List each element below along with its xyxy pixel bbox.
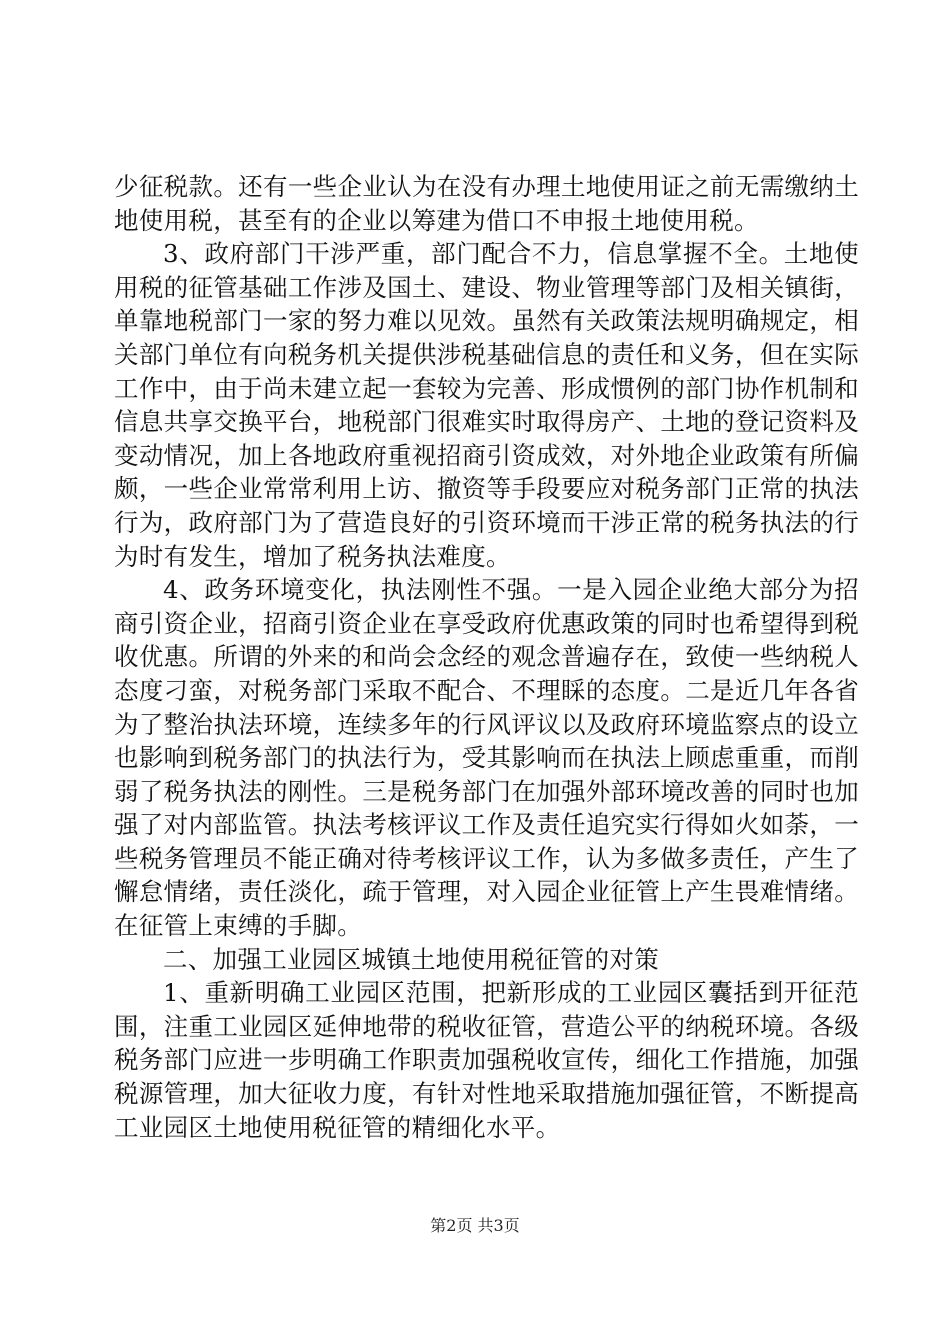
paragraph-measure-1: 1、重新明确工业园区范围，把新形成的工业园区囊括到开征范围，注重工业园区延伸地带的税收征管，营造公平的纳税环境。各级税务部门应进一步明确工作职责加强税收宣传，细化工作措施，加强税源管理，加大征收力度，有针对性地采取措施加强征管，不断提高工业园区土地使用税征管的精细化水平。 — [114, 978, 859, 1142]
paragraph-item-3: 3、政府部门干涉严重，部门配合不力，信息掌握不全。土地使用税的征管基础工作涉及国土、建设、物业管理等部门及相关镇街，单靠地税部门一家的努力难以见效。虽然有关政策法规明确规定，相关部门单位有向税务机关提供涉税基础信息的责任和义务，但在实际工作中，由于尚未建立起一套较为完善、形成惯例的部门协作机制和信息共享交换平台，地税部门很难实时取得房产、土地的登记资料及变动情况，加上各地政府重视招商引资成效，对外地企业政策有所偏颇，一些企业常常利用上访、撤资等手段要应对税务部门正常的执法行为，政府部门为了营造良好的引资环境而干涉正常的税务执法的行为时有发生，增加了税务执法难度。 — [114, 239, 859, 571]
document-body — [114, 170, 859, 1144]
section-heading: 二、加强工业园区城镇土地使用税征管的对策 — [163, 944, 659, 974]
paragraph-item-4: 4、政务环境变化，执法刚性不强。一是入园企业绝大部分为招商引资企业，招商引资企业在享受政府优惠政策的同时也希望得到税收优惠。所谓的外来的和尚会念经的观念普遍存在，致使一些纳税人态度刁蛮，对税务部门采取不配合、不理睬的态度。二是近几年各省为了整治执法环境，连续多年的行风评议以及政府环境监察点的设立也影响到税务部门的执法行为，受其影响而在执法上顾虑重重，而削弱了税务执法的刚性。三是税务部门在加强外部环境改善的同时也加强了对内部监管。执法考核评议工作及责任追究实行得如火如荼，一些税务管理员不能正确对待考核评议工作，认为多做多责任，产生了懈怠情绪，责任淡化，疏于管理，对入园企业征管上产生畏难情绪。在征管上束缚的手脚。 — [114, 575, 859, 941]
paragraph-continuation: 少征税款。还有一些企业认为在没有办理土地使用证之前无需缴纳土地使用税，甚至有的企业以筹建为借口不申报土地使用税。 — [114, 172, 859, 235]
page-footer: 第2页 共3页 — [430, 1216, 520, 1235]
